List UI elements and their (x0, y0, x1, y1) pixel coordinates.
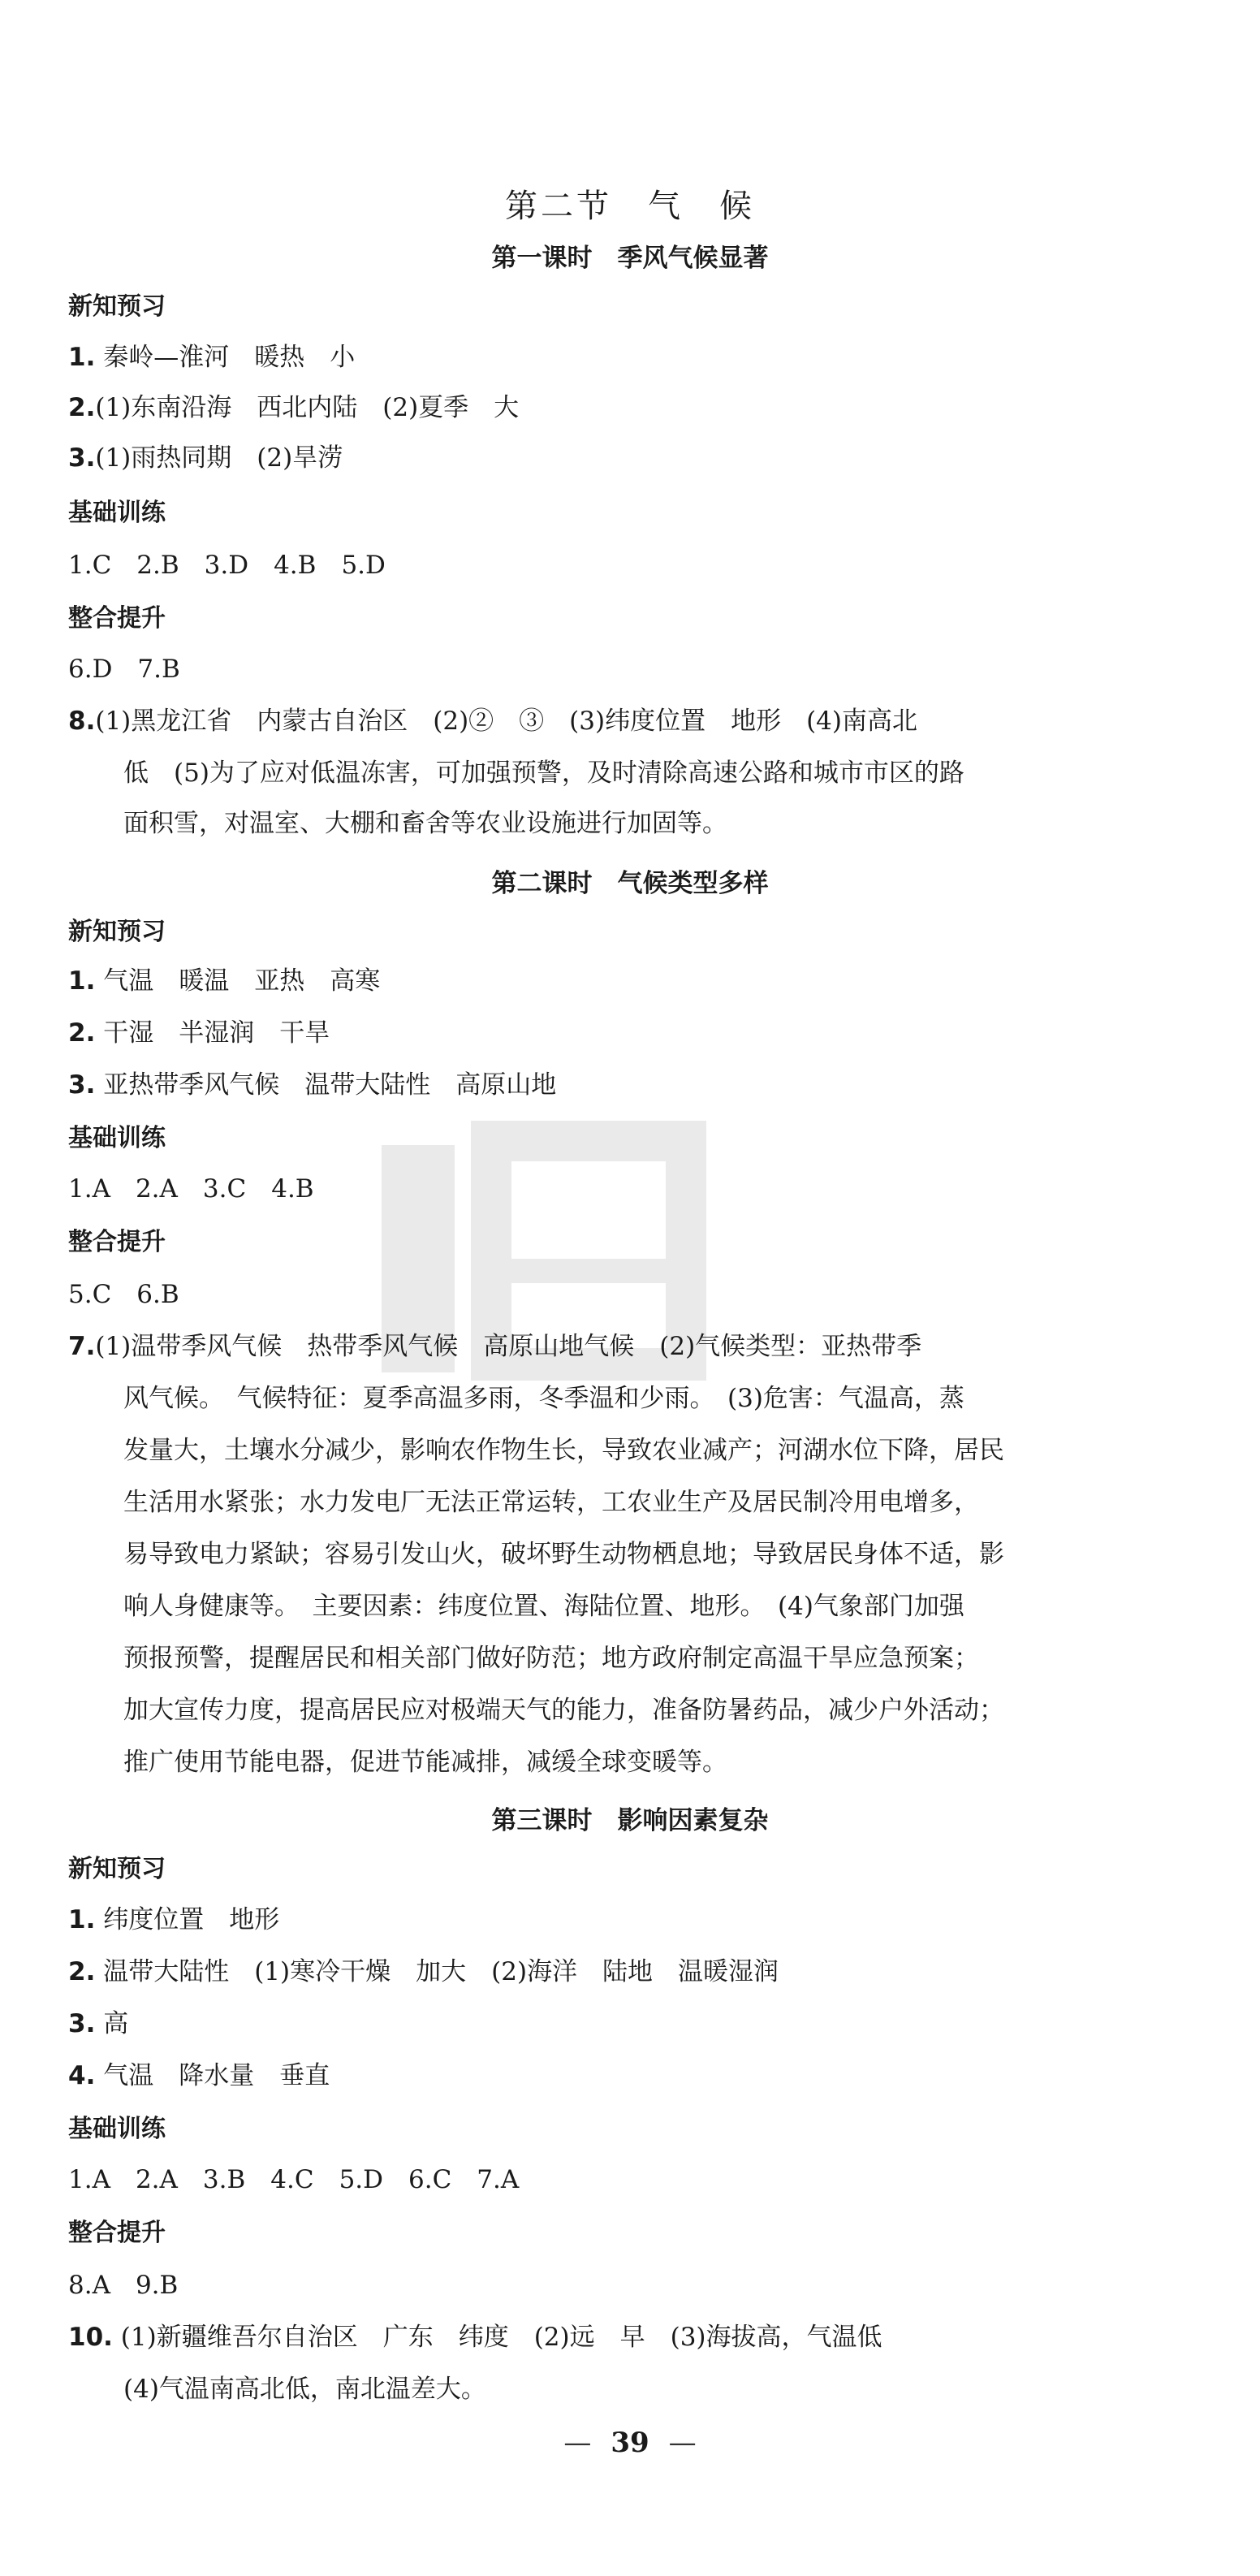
lesson-2-q7-line-2: 风气候。 气候特征：夏季高温多雨，冬季温和少雨。 (3)危害：气温高，蒸 (123, 1384, 964, 1413)
lesson-1-subtitle: 第一课时 季风气候显著 (491, 244, 769, 273)
lesson-3-q10-line-2: (4)气温南高北低，南北温差大。 (123, 2375, 486, 2404)
lesson-3-q10-line-1: 10. (1)新疆维吾尔自治区 广东 纬度 (2)远 早 (3)海拔高，气温低 (68, 2323, 882, 2352)
lesson-3-preview-item-2: 2. 温带大陆性 (1)寒冷干燥 加大 (2)海洋 陆地 温暖湿润 (68, 1957, 779, 1986)
lesson-2-q7-line-7: 预报预警，提醒居民和相关部门做好防范；地方政府制定高温干旱应急预案； (123, 1644, 979, 1673)
lesson-3-preview-item-1: 1. 纬度位置 地形 (68, 1905, 280, 1934)
lesson-2-preview-item-3: 3. 亚热带季风气候 温带大陆性 高原山地 (68, 1070, 557, 1100)
lesson-2-basic-answers: 1.A 2.A 3.C 4.B (68, 1174, 314, 1204)
lesson-3-improve-answers: 8.A 9.B (68, 2271, 179, 2300)
lesson-3-subtitle: 第三课时 影响因素复杂 (491, 1806, 769, 1835)
lesson-3-preview-item-3: 3. 高 (68, 2009, 129, 2038)
lesson-2-subtitle: 第二课时 气候类型多样 (491, 869, 769, 898)
lesson-2-improve-answers: 5.C 6.B (68, 1280, 179, 1309)
lesson-2-preview-heading: 新知预习 (68, 918, 166, 946)
lesson-2-preview-item-2: 2. 干湿 半湿润 干旱 (68, 1018, 330, 1048)
lesson-2-q7-line-9: 推广使用节能电器，促进节能减排，减缓全球变暖等。 (123, 1748, 727, 1777)
lesson-1-q8-line-1: 8.(1)黑龙江省 内蒙古自治区 (2)② ③ (3)纬度位置 地形 (4)南高北 (68, 707, 918, 736)
section-title: 第二节 气 候 (505, 188, 755, 225)
lesson-1-preview-item-1: 1. 秦岭—淮河 暖热 小 (68, 343, 356, 372)
lesson-1-improve-answers: 6.D 7.B (68, 655, 180, 684)
page-footer: — 39 — (563, 2427, 697, 2459)
lesson-2-q7-line-5: 易导致电力紧缺；容易引发山火，破坏野生动物栖息地；导致居民身体不适，影 (123, 1540, 1004, 1569)
lesson-3-basic-heading: 基础训练 (68, 2115, 166, 2143)
lesson-1-q8-line-2: 低 (5)为了应对低温冻害，可加强预警，及时清除高速公路和城市市区的路 (123, 759, 964, 788)
page-number: 39 (611, 2427, 649, 2459)
lesson-1-preview-item-2: 2.(1)东南沿海 西北内陆 (2)夏季 大 (68, 393, 520, 422)
lesson-1-basic-answers: 1.C 2.B 3.D 4.B 5.D (68, 551, 386, 580)
lesson-2-q7-line-6: 响人身健康等。 主要因素：纬度位置、海陆位置、地形。 (4)气象部门加强 (123, 1592, 964, 1621)
lesson-1-preview-item-3: 3.(1)雨热同期 (2)旱涝 (68, 443, 343, 473)
lesson-1-improve-heading: 整合提升 (68, 604, 166, 633)
lesson-2-q7-line-4: 生活用水紧张；水力发电厂无法正常运转，工农业生产及居民制冷用电增多， (123, 1488, 979, 1517)
lesson-1-preview-heading: 新知预习 (68, 292, 166, 321)
lesson-2-q7-line-1: 7.(1)温带季风气候 热带季风气候 高原山地气候 (2)气候类型：亚热带季 (68, 1332, 922, 1361)
lesson-2-improve-heading: 整合提升 (68, 1228, 166, 1256)
lesson-2-preview-item-1: 1. 气温 暖温 亚热 高寒 (68, 966, 381, 996)
lesson-2-basic-heading: 基础训练 (68, 1124, 166, 1152)
lesson-3-basic-answers: 1.A 2.A 3.B 4.C 5.D 6.C 7.A (68, 2165, 520, 2194)
lesson-1-q8-line-3: 面积雪，对温室、大棚和畜舍等农业设施进行加固等。 (123, 809, 727, 838)
lesson-3-preview-item-4: 4. 气温 降水量 垂直 (68, 2061, 330, 2090)
lesson-2-q7-line-3: 发量大，土壤水分减少，影响农作物生长，导致农业减产；河湖水位下降，居民 (123, 1436, 1004, 1465)
lesson-2-q7-line-8: 加大宣传力度，提高居民应对极端天气的能力，准备防暑药品，减少户外活动； (123, 1696, 1004, 1725)
lesson-3-improve-heading: 整合提升 (68, 2219, 166, 2247)
lesson-3-preview-heading: 新知预习 (68, 1855, 166, 1883)
lesson-1-basic-heading: 基础训练 (68, 499, 166, 527)
